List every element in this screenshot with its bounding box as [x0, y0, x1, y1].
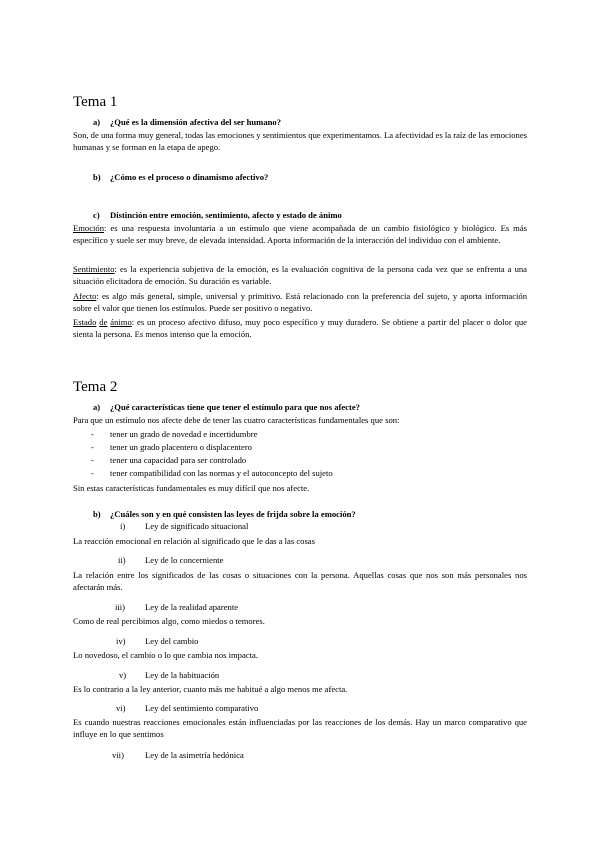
law-title: Ley de la habituación — [145, 670, 220, 680]
law-text: Como de real percibimos algo, como miedos o temores. — [73, 616, 265, 626]
tema1-qb-label: b) — [93, 172, 101, 182]
law-number: ii) — [118, 555, 126, 565]
tema1-qa-answer: Son, de una forma muy general, todas las emociones y sentimientos que experimentamos. La afectividad es la raíz de las emociones humanas y se forman en la etapa de apego. — [73, 130, 527, 153]
definition-emocion — [73, 222, 527, 247]
term-sentimiento: Sentimiento — [73, 264, 115, 274]
tema1-heading: Tema 1 — [73, 94, 118, 110]
list-item: tener un grado de novedad e incertidumbre — [110, 429, 258, 439]
law-text: La reacción emocional en relación al significado que le das a las cosas — [73, 536, 315, 546]
law-text: La relación entre los significados de las cosas o situaciones con la persona. Aquellas cosas que nos son más personales nos afectarán más. — [73, 570, 527, 593]
law-text: Lo novedoso, el cambio o lo que cambia nos impacta. — [73, 650, 258, 660]
tema1-qa-label: a) — [93, 117, 101, 127]
tema1-qc-label: c) — [93, 210, 100, 220]
term-de: de — [99, 317, 108, 327]
list-bullet: - — [91, 429, 94, 439]
tema2-qa-intro: Para que un estímulo nos afecte debe de tener las cuatro características fundamentales que son: — [73, 415, 400, 425]
list-item: tener compatibilidad con las normas y el autoconcepto del sujeto — [110, 468, 333, 478]
list-bullet: - — [91, 468, 94, 478]
term-afecto: Afecto — [73, 291, 97, 301]
law-title: Ley de la asimetría hedónica — [145, 750, 244, 760]
text-emocion: : es una respuesta involuntaria a un estímulo que viene acompañada de un cambio fisiológico y biológico. Es más específico y suele ser muy breve, de elevada intensidad. Aporta información de la interacción del individuo con el ambiente. — [73, 223, 527, 246]
list-bullet: - — [91, 455, 94, 465]
tema2-heading: Tema 2 — [73, 379, 118, 395]
law-number: vi) — [116, 703, 126, 713]
law-text: Es cuando nuestras reacciones emocionales están influenciadas por las reacciones de los demás. Hay un marco comparativo que influye en lo que sentimos — [73, 717, 527, 740]
law-title: Ley del cambio — [145, 636, 199, 646]
list-bullet: - — [91, 442, 94, 452]
text-estado-animo: : es un proceso afectivo difuso, muy poco específico y muy duradero. Se obtiene a partir del placer o dolor que sienta la persona. Es menos intenso que la emoción. — [73, 317, 527, 340]
term-animo: ánimo — [110, 317, 132, 327]
term-emocion: Emoción — [73, 223, 105, 233]
tema2-qa-question: ¿Qué características tiene que tener el estímulo para que nos afecte? — [110, 402, 360, 412]
law-number: iii) — [115, 602, 126, 612]
law-number: v) — [119, 670, 127, 680]
text-afecto: : es algo más general, simple, universal y primitivo. Está relacionado con la preferencia del sujeto, y aporta información sobre el valor que tienen los estímulos. Puede ser positivo o negativo. — [73, 291, 527, 314]
definition-estado-animo — [73, 316, 527, 341]
law-title: Ley de lo concerniente — [145, 555, 224, 565]
law-number: iv) — [116, 636, 126, 646]
tema1-qb-question: ¿Cómo es el proceso o dinamismo afectivo? — [110, 172, 269, 182]
tema1-qa-question: ¿Qué es la dimensión afectiva del ser humano? — [110, 117, 282, 127]
list-item: tener una capacidad para ser controlado — [110, 455, 247, 465]
law-title: Ley de significado situacional — [145, 521, 249, 531]
tema2-qb-label: b) — [93, 509, 101, 519]
law-number: i) — [120, 521, 126, 531]
list-item: tener un grado placentero o displacentero — [110, 442, 252, 452]
law-number: vii) — [112, 750, 124, 760]
tema1-qc-question: Distinción entre emoción, sentimiento, afecto y estado de ánimo — [110, 210, 342, 220]
law-text: Es lo contrario a la ley anterior, cuanto más me habitué a algo menos me afecta. — [73, 684, 348, 694]
law-title: Ley de la realidad aparente — [145, 602, 239, 612]
tema2-qa-closing: Sin estas características fundamentales es muy difícil que nos afecte. — [73, 483, 310, 493]
text-sentimiento: : es la experiencia subjetiva de la emoción, es la evaluación cognitiva de la persona cada vez que se enfrenta a una situación elicitadora de emoción. Su duración es variable. — [73, 264, 527, 287]
term-estado: Estado — [73, 317, 97, 327]
definition-sentimiento — [73, 263, 527, 288]
law-title: Ley del sentimiento comparativo — [145, 703, 259, 713]
tema2-qa-label: a) — [93, 402, 101, 412]
definition-afecto — [73, 290, 527, 315]
tema2-qb-question: ¿Cuáles son y en qué consisten las leyes de frijda sobre la emoción? — [110, 509, 356, 519]
